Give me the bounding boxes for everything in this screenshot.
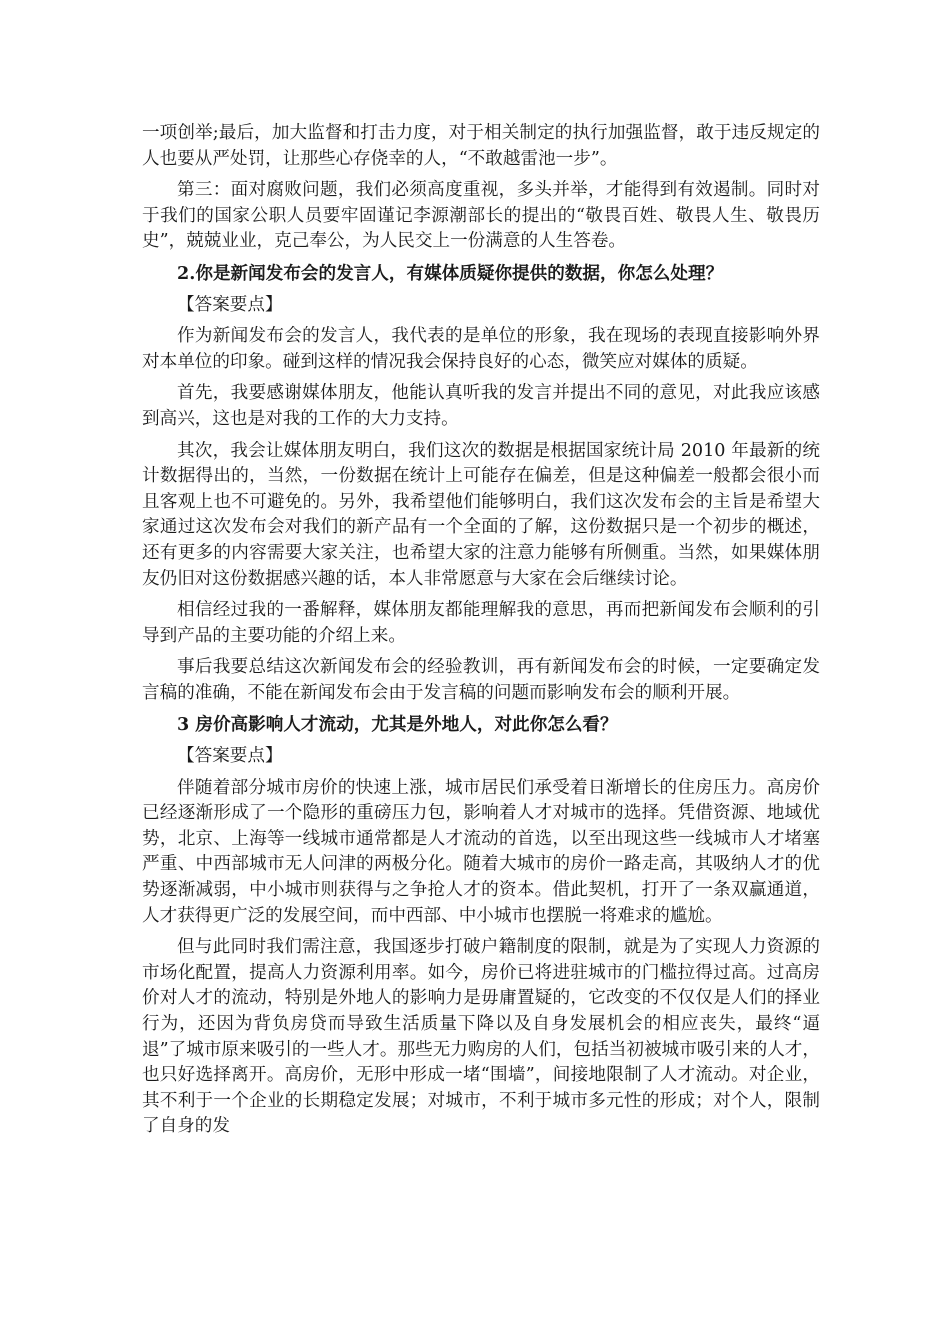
paragraph: 事后我要总结这次新闻发布会的经验教训，再有新闻发布会的时候，一定要确定发言稿的准确，不能在新闻发布会由于发言稿的问题而影响发布会的顺利开展。 xyxy=(142,657,820,703)
paragraph: 首先，我要感谢媒体朋友，他能认真听我的发言并提出不同的意见，对此我应该感到高兴，这也是对我的工作的大力支持。 xyxy=(142,383,820,429)
paragraph: 第三：面对腐败问题，我们必须高度重视，多头并举，才能得到有效遏制。同时对于我们的国家公职人员要牢固谨记李源潮部长的提出的“敬畏百姓、敬畏人生、敬畏历史”，兢兢业业，克己奉公，为人民交上一份满意的人生答卷。 xyxy=(142,180,820,252)
document-page xyxy=(142,121,820,1146)
paragraph: 相信经过我的一番解释，媒体朋友都能理解我的意思，再而把新闻发布会顺利的引导到产品的主要功能的介绍上来。 xyxy=(142,600,820,646)
paragraph: 但与此同时我们需注意，我国逐步打破户籍制度的限制，就是为了实现人力资源的市场化配置，提高人力资源利用率。如今，房价已将进驻城市的门槛拉得过高。过高房价对人才的流动，特别是外地人的影响力是毋庸置疑的，它改变的不仅仅是人们的择业行为，还因为背负房贷而导致生活质量下降以及自身发展机会的相应丧失，最终“逼退”了城市原来吸引的一些人才。那些无力购房的人们，包括当初被城市吸引来的人才，也只好选择离开。高房价，无形中形成一堵“围墙”，间接地限制了人才流动。对企业，其不利于一个企业的长期稳定发展；对城市，不利于城市多元性的形成；对个人，限制了自身的发 xyxy=(142,937,820,1137)
paragraph: 伴随着部分城市房价的快速上涨，城市居民们承受着日渐增长的住房压力。高房价已经逐渐形成了一个隐形的重磅压力包，影响着人才对城市的选择。凭借资源、地域优势，北京、上海等一线城市通常都是人才流动的首选，以至出现这些一线城市人才堵塞严重、中西部城市无人问津的两极分化。随着大城市的房价一路走高，其吸纳人才的优势逐渐减弱，中小城市则获得与之争抢人才的资本。借此契机，打开了一条双赢通道，人才获得更广泛的发展空间，而中西部、中小城市也摆脱一将难求的尴尬。 xyxy=(142,777,820,926)
paragraph: 其次，我会让媒体朋友明白，我们这次的数据是根据国家统计局 2010 年最新的统计数据得出的，当然，一份数据在统计上可能存在偏差，但是这种偏差一般都会很小而且客观上也不可避免的。另外，我希望他们能够明白，我们这次发布会的主旨是希望大家通过这次发布会对我们的新产品有一个全面的了解，这份数据只是一个初步的概述，还有更多的内容需要大家关注，也希望大家的注意力能够有所侧重。当然，如果媒体朋友仍旧对这份数据感兴趣的话，本人非常愿意与大家在会后继续讨论。 xyxy=(142,440,820,589)
answer-label: 【答案要点】 xyxy=(177,294,283,315)
question-heading: 2.你是新闻发布会的发言人，有媒体质疑你提供的数据，你怎么处理？ xyxy=(177,262,724,284)
paragraph-continued: 一项创举;最后，加大监督和打击力度，对于相关制定的执行加强监督，敢于违反规定的人也要从严处罚，让那些心存侥幸的人，“不敢越雷池一步”。 xyxy=(142,123,820,169)
answer-label: 【答案要点】 xyxy=(177,746,283,767)
question-heading: 3 房价高影响人才流动，尤其是外地人，对此你怎么看？ xyxy=(177,714,618,736)
paragraph: 作为新闻发布会的发言人，我代表的是单位的形象，我在现场的表现直接影响外界对本单位的印象。碰到这样的情况我会保持良好的心态，微笑应对媒体的质疑。 xyxy=(142,326,820,372)
